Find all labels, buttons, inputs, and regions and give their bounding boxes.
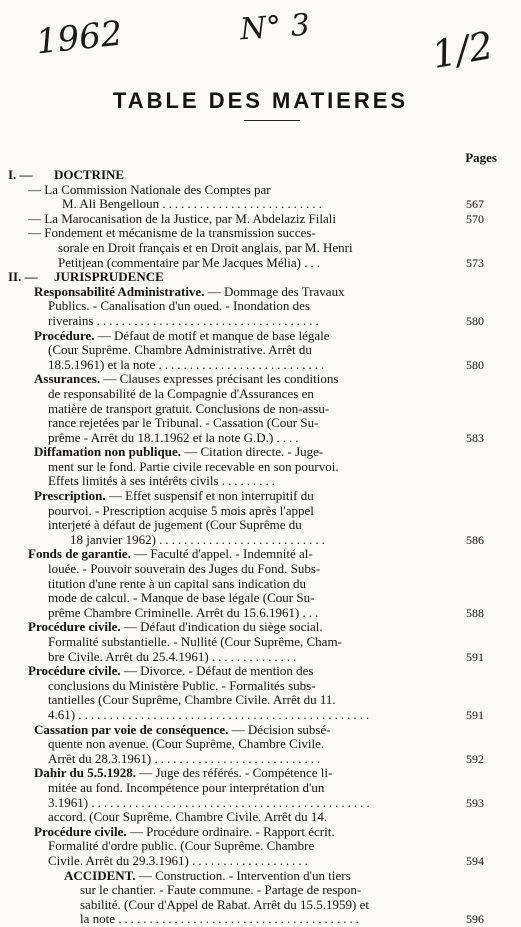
toc-line — [8, 577, 498, 592]
toc-line — [8, 912, 498, 927]
entry-text: sorale en Droit français et en Droit anglais, par M. Henri — [58, 239, 353, 255]
toc-line — [8, 489, 498, 504]
entry-text: — Clauses expresses précisant les conditions — [100, 371, 339, 387]
entry-text: louée. - Pouvoir souverain des Juges du Fond. Subs- — [48, 561, 321, 577]
page-number: 583 — [466, 430, 484, 445]
table-of-contents — [8, 168, 498, 927]
toc-line — [8, 737, 498, 752]
page-number: 567 — [466, 197, 484, 212]
toc-line — [8, 226, 498, 241]
section-heading-jurisprudence — [8, 270, 498, 285]
entry-text: — Faculté d'appel. - Indemnité al- — [130, 546, 313, 562]
entry-text: M. Ali Bengelloun — [62, 196, 160, 212]
section-number: I. — — [8, 167, 33, 182]
entry-text: — Construction. - Intervention d'un tiers — [135, 867, 351, 883]
leader-dots: .......................... — [162, 196, 325, 212]
rubric: Diffamation non publique. — [34, 444, 182, 460]
toc-line — [8, 708, 498, 723]
page-number: 580 — [466, 357, 484, 372]
toc-line — [8, 445, 498, 460]
toc-line — [8, 650, 498, 665]
page-number: 592 — [466, 751, 484, 766]
entry-text: de responsabilité de la Compagnie d'Assurances en — [48, 385, 314, 401]
entry-text: — Dommage des Travaux — [204, 283, 345, 299]
toc-line — [8, 504, 498, 519]
rubric: Cassation par voie de conséquence. — [34, 721, 229, 737]
rubric: Dahir du 5.5.1928. — [34, 765, 136, 781]
rubric: Procédure. — [34, 327, 95, 343]
handwritten-issue-number: N° 3 — [238, 7, 312, 48]
toc-line — [8, 402, 498, 417]
rubric: Assurances. — [34, 371, 101, 387]
page-number: 570 — [466, 211, 484, 226]
rubric: Procédure civile. — [28, 663, 121, 679]
toc-line — [8, 518, 498, 533]
entry-text: Petitjean (commentaire par Me Jacques Mélia) — [58, 254, 301, 270]
entry-text: titution d'une rente à un capital sans indication du — [48, 575, 306, 591]
entry-text: — Juge des référés. - Compétence li- — [135, 765, 333, 781]
page-number: 591 — [466, 649, 484, 664]
rubric: Prescription. — [34, 488, 106, 504]
toc-line — [8, 329, 498, 344]
entry-text: — Défaut de motif et manque de base légale — [94, 327, 330, 343]
toc-line — [8, 606, 498, 621]
page-number: 588 — [466, 605, 484, 620]
entry-text: bre Civile. Arrêt du 25.4.1961) — [48, 648, 209, 664]
toc-line — [8, 358, 498, 373]
entry-text: Arrêt du 28.3.1961) — [48, 750, 152, 766]
page-number: 593 — [466, 795, 484, 810]
page-number: 591 — [466, 707, 484, 722]
toc-line — [8, 664, 498, 679]
entry-text: mode de calcul. - Manque de base légale (Cour Su- — [48, 590, 315, 606]
rubric: ACCIDENT. — [64, 867, 136, 883]
entry-text: sabilité. (Cour d'Appel de Rabat. Arrêt du 15.5.1959) et — [80, 896, 370, 912]
toc-line — [8, 343, 498, 358]
entry-text: — La Marocanisation de la Justice, par M. Abdelaziz Filali — [28, 210, 336, 226]
entry-text: la note — [80, 911, 116, 927]
entry-text: Formalité substantielle. - Nullité (Cour Suprême, Cham- — [48, 634, 342, 649]
page-number: 594 — [466, 853, 484, 868]
entry-text: conclusions du Ministère Public. - Formalités subs- — [48, 677, 316, 693]
toc-line — [8, 810, 498, 825]
entry-text: prême - Arrêt du 18.1.1962 et la note G.D.) — [48, 429, 274, 445]
entry-text: interjeté à défaut de jugement (Cour Suprême du — [48, 517, 302, 533]
toc-line — [8, 796, 498, 811]
leader-dots: ................... — [192, 852, 311, 868]
rubric: Procédure civile. — [28, 619, 121, 635]
entry-text: — Divorce. - Défaut de mention des — [120, 663, 314, 679]
page-number: 573 — [466, 255, 484, 270]
toc-line — [8, 766, 498, 781]
toc-line — [8, 839, 498, 854]
toc-line — [8, 241, 498, 256]
section-number: II. — — [8, 269, 38, 285]
entry-text: 3.1961) — [48, 794, 89, 810]
toc-line — [8, 299, 498, 314]
toc-line — [8, 781, 498, 796]
toc-line — [8, 431, 498, 446]
entry-text: — Défaut d'indication du siège social. — [120, 619, 323, 635]
toc-line — [8, 679, 498, 694]
leader-dots: ......... — [221, 473, 279, 489]
toc-line — [8, 723, 498, 738]
entry-text: Effets limités à ses intérêts civils — [48, 473, 219, 489]
page-number: 580 — [466, 313, 484, 328]
leader-dots: ............................................. — [91, 794, 373, 810]
entry-text: (Cour Suprême. Chambre Administrative. Arrêt du — [48, 342, 312, 358]
toc-line — [8, 460, 498, 475]
toc-line — [8, 883, 498, 898]
entry-text: quente non avenue. (Cour Suprême, Chambre Civile. — [48, 736, 325, 752]
toc-line — [8, 591, 498, 606]
toc-line — [8, 693, 498, 708]
rubric: Procédure civile. — [34, 823, 127, 839]
toc-line — [8, 285, 498, 300]
toc-line — [8, 620, 498, 635]
entry-text: — Procédure ordinaire. - Rapport écrit. — [126, 823, 335, 839]
pages-column-header: Pages — [465, 150, 497, 165]
entry-text: Publics. - Canalisation d'un oued. - Inondation des — [48, 298, 310, 314]
leader-dots: .............. — [211, 648, 300, 664]
title-rule — [244, 120, 300, 121]
entry-text: 4.61) — [48, 706, 76, 722]
entry-text: — La Commission Nationale des Comptes par — [28, 181, 271, 197]
toc-line — [8, 825, 498, 840]
leader-dots: .... — [276, 429, 302, 445]
page-number: 586 — [466, 532, 484, 547]
entry-text: — Décision subsé- — [228, 721, 331, 737]
toc-line — [8, 752, 498, 767]
leader-dots: ... — [302, 604, 322, 620]
toc-line — [8, 869, 498, 884]
rubric: Fonds de garantie. — [28, 546, 131, 562]
section-label: DOCTRINE — [54, 167, 125, 182]
entry-text: rance rejetées par le Tribunal. - Cassation (Cour Su- — [48, 415, 319, 431]
entry-text: riverains — [48, 312, 94, 328]
toc-line — [8, 197, 498, 212]
entry-text: 18.5.1961) et la note — [48, 356, 156, 372]
entry-text: matière de transport gratuit. Conclusions de non-assu- — [48, 400, 330, 416]
leader-dots: ........................... — [154, 750, 324, 766]
section-label: JURISPRUDENCE — [54, 269, 164, 285]
entry-text: Formalité d'ordre public. (Cour Suprême. Chambre — [48, 838, 315, 854]
entry-text: Civile. Arrêt du 29.3.1961) — [48, 852, 189, 868]
leader-dots: ........................... — [159, 531, 328, 547]
toc-line — [8, 183, 498, 198]
toc-line — [8, 474, 498, 489]
entry-text: 18 janvier 1962) — [70, 531, 156, 547]
section-heading-doctrine — [8, 168, 498, 183]
toc-line — [8, 256, 498, 271]
toc-line — [8, 854, 498, 869]
leader-dots: ............................................... — [78, 706, 373, 722]
toc-line — [8, 212, 498, 227]
entry-text: sur le chantier. - Faute commune. - Partage de respon- — [80, 882, 362, 898]
entry-text: — Effet suspensif et non interrupitif du — [105, 488, 314, 504]
toc-line — [8, 387, 498, 402]
entry-text: ment sur le fond. Partie civile recevable en son pourvoi. — [48, 458, 339, 474]
toc-line — [8, 562, 498, 577]
leader-dots: ....................................... — [118, 911, 363, 927]
toc-line — [8, 314, 498, 329]
leader-dots: .................................... — [96, 312, 322, 328]
entry-text: mitée au fond. Incompétence pour interprétation d'un — [48, 779, 325, 795]
entry-text: pourvoi. - Prescription acquise 5 mois après l'appel — [48, 502, 314, 518]
entry-text: tantielles (Cour Suprême, Chambre Civile. Arrêt du 11. — [48, 692, 336, 708]
toc-line — [8, 547, 498, 562]
leader-dots: ........................... — [158, 356, 328, 372]
leader-dots: ... — [304, 254, 323, 270]
handwritten-year: 1962 — [34, 13, 125, 63]
rubric: Responsabilité Administrative. — [34, 283, 205, 299]
entry-text: — Citation directe. - Juge- — [181, 444, 324, 460]
toc-line — [8, 416, 498, 431]
entry-text: accord. (Cour Suprême. Chambre Civile. Arrêt du 14. — [48, 809, 328, 825]
entry-text: — Fondement et mécanisme de la transmission succes- — [28, 225, 316, 241]
entry-text: prême Chambre Criminelle. Arrêt du 15.6.1961) — [48, 604, 300, 620]
page-title: TABLE DES MATIERES — [112, 88, 409, 113]
handwritten-fraction: 1/2 — [428, 23, 497, 77]
page-number: 596 — [466, 912, 484, 927]
toc-line — [8, 635, 498, 650]
toc-line — [8, 533, 498, 548]
toc-line — [8, 372, 498, 387]
